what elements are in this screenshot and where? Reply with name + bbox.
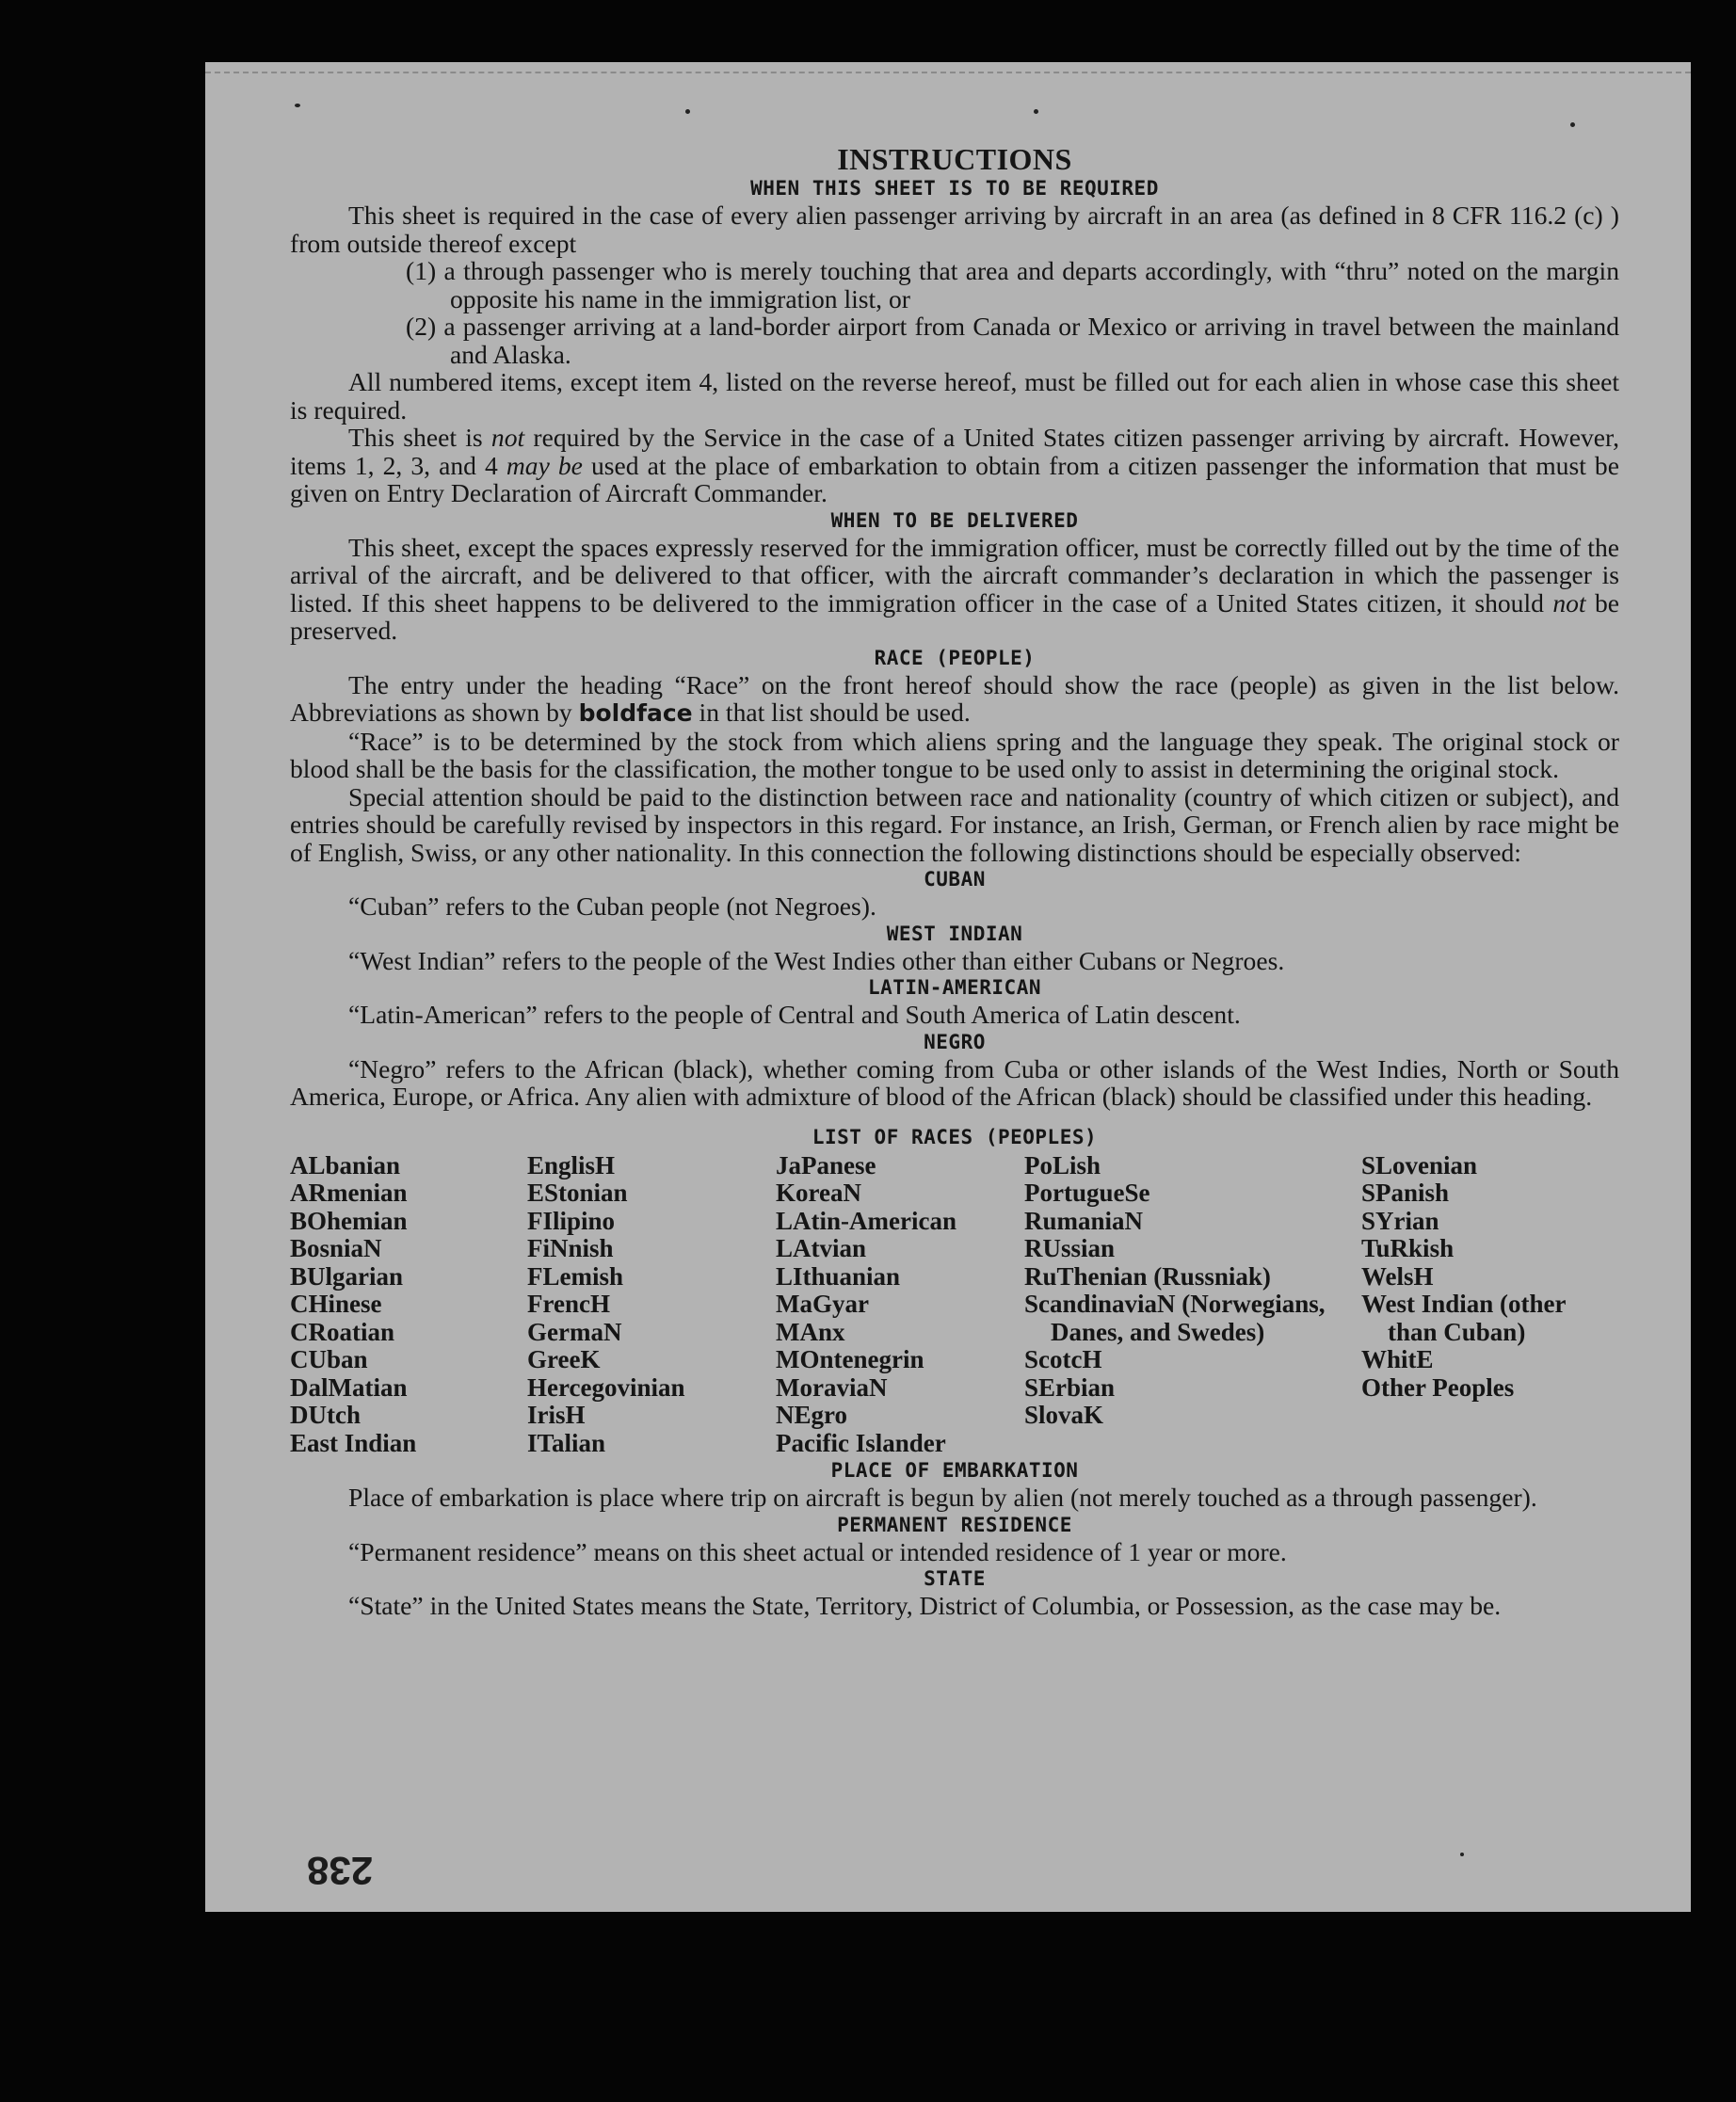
race-entry: LAtvian bbox=[776, 1234, 867, 1262]
page-number-stamp: 238 bbox=[307, 1849, 374, 1893]
section-heading-when-delivered: WHEN TO BE DELIVERED bbox=[830, 508, 1079, 532]
race-entry: ARmenian bbox=[290, 1179, 408, 1207]
races-column-1 bbox=[290, 1152, 527, 1458]
dust-speck bbox=[1570, 122, 1575, 127]
exception-item-2: (2) a passenger arriving at a land-border airport from Canada or Mexico or arriving in travel between the mainland and Alaska. bbox=[406, 312, 1619, 369]
race-entry: ITalian bbox=[527, 1428, 606, 1457]
dust-speck bbox=[1460, 1853, 1464, 1856]
citizen-note: This sheet is not required by the Service in the case of a United States citizen passenger arriving by aircraft. However, items 1, 2, 3, and 4 may be used at the place of embarkation to obtain from a citizen passenger the information that must be given on Entry Declaration of Aircraft Commander. bbox=[290, 423, 1619, 507]
race-entry: DalMatian bbox=[290, 1372, 408, 1402]
when-required-intro: This sheet is required in the case of every alien passenger arriving by aircraft in an area (as defined in 8 CFR 116.2 (c) ) from outside thereof except bbox=[290, 201, 1619, 258]
race-entry: GreeK bbox=[527, 1345, 601, 1373]
negro-definition: “Negro” refers to the African (black), whether coming from Cuba or other islands of the West Indies, North or South America, Europe, or Africa. Any alien with admixture of blood of the African (black) should be classified under this heading. bbox=[290, 1053, 1619, 1111]
instructions-content bbox=[290, 143, 1619, 1620]
race-entry: IrisH bbox=[527, 1401, 586, 1429]
race-entry: BosniaN bbox=[290, 1234, 382, 1262]
races-column-5 bbox=[1361, 1152, 1619, 1458]
heading-latin-american: LATIN-AMERICAN bbox=[867, 976, 1041, 999]
race-entry: MaGyar bbox=[776, 1290, 869, 1318]
race-entry: SPanish bbox=[1361, 1179, 1450, 1207]
heading-permanent-residence: PERMANENT RESIDENCE bbox=[837, 1513, 1072, 1536]
embarkation-definition: Place of embarkation is place where trip on aircraft is begun by alien (not merely touched as a through passenger). bbox=[348, 1483, 1537, 1512]
exception-item-1: (1) a through passenger who is merely touching that area and departs accordingly, with “thru” noted on the margin opposite his name in the immigration list, or bbox=[406, 256, 1619, 313]
when-delivered-text: This sheet, except the spaces expressly reserved for the immigration officer, must be correctly filled out by the time of the arrival of the aircraft, and be delivered to that officer, with the aircraft commander’s declaration in which the passenger is listed. If this sheet happens to be delivered to the immigration officer in the case of a United States citizen, it should not be preserved. bbox=[290, 532, 1619, 645]
race-entry: SErbian bbox=[1024, 1372, 1116, 1402]
race-entry: EStonian bbox=[527, 1179, 628, 1207]
heading-negro: NEGRO bbox=[924, 1030, 986, 1053]
race-entry: PoLish bbox=[1024, 1150, 1101, 1179]
race-entry: RuThenian (Russniak) bbox=[1024, 1261, 1271, 1291]
race-entry: LAtin-American bbox=[776, 1206, 956, 1235]
state-definition: “State” in the United States means the State, Territory, District of Columbia, or Possession, as the case may be. bbox=[348, 1591, 1502, 1620]
latin-american-definition: “Latin-American” refers to the people of Central and South America of Latin descent. bbox=[348, 1000, 1241, 1029]
race-entry: EnglisH bbox=[527, 1150, 616, 1179]
heading-west-indian: WEST INDIAN bbox=[886, 922, 1023, 945]
race-entry: SLovenian bbox=[1361, 1150, 1478, 1179]
cuban-definition: “Cuban” refers to the Cuban people (not Negroes). bbox=[348, 891, 876, 921]
section-heading-race: RACE (PEOPLE) bbox=[874, 646, 1036, 669]
race-entry: SlovaK bbox=[1024, 1401, 1104, 1429]
races-column-4 bbox=[1024, 1152, 1361, 1458]
race-entry: MOntenegrin bbox=[776, 1345, 924, 1373]
race-entry: RumaniaN bbox=[1024, 1206, 1144, 1235]
heading-list-of-races: LIST OF RACES (PEOPLES) bbox=[812, 1125, 1098, 1148]
dust-speck bbox=[1034, 109, 1038, 114]
races-column-2 bbox=[527, 1152, 776, 1458]
race-entry: KoreaN bbox=[776, 1179, 861, 1207]
dust-speck bbox=[685, 109, 690, 114]
heading-cuban: CUBAN bbox=[924, 868, 986, 891]
race-entry: SYrian bbox=[1361, 1206, 1439, 1235]
heading-place-of-embarkation: PLACE OF EMBARKATION bbox=[830, 1459, 1079, 1482]
document-sheet bbox=[205, 62, 1691, 1912]
race-entry: CRoatian bbox=[290, 1317, 395, 1346]
races-column-3 bbox=[776, 1152, 1024, 1458]
race-entry: Pacific Islander bbox=[776, 1428, 946, 1457]
race-entry: Hercegovinian bbox=[527, 1372, 685, 1402]
permanent-residence-definition: “Permanent residence” means on this sheet actual or intended residence of 1 year or more. bbox=[348, 1536, 1287, 1566]
race-entry: WelsH bbox=[1361, 1261, 1434, 1291]
race-entry: DUtch bbox=[290, 1401, 361, 1429]
race-entry: NEgro bbox=[776, 1401, 848, 1429]
race-entry: East Indian bbox=[290, 1428, 417, 1457]
west-indian-definition: “West Indian” refers to the people of the West Indies other than either Cubans or Negroes. bbox=[348, 945, 1285, 975]
items-note: All numbered items, except item 4, listed on the reverse hereof, must be filled out for each alien in whose case this sheet is required. bbox=[290, 367, 1619, 425]
race-entry: CHinese bbox=[290, 1290, 382, 1318]
section-heading-when-required: WHEN THIS SHEET IS TO BE REQUIRED bbox=[750, 177, 1159, 200]
sheet-top-edge bbox=[205, 72, 1691, 73]
race-entry: MAnx bbox=[776, 1317, 845, 1346]
race-entry: LIthuanian bbox=[776, 1261, 901, 1291]
race-entry: BUlgarian bbox=[290, 1261, 404, 1291]
race-paragraph-2: “Race” is to be determined by the stock from which aliens spring and the language they speak. The original stock or blood shall be the basis for the classification, the mother tongue to be used only to assist in determining the original stock. bbox=[290, 726, 1619, 783]
race-entry: WhitE bbox=[1361, 1345, 1434, 1373]
heading-state: STATE bbox=[924, 1567, 986, 1590]
race-entry: FrencH bbox=[527, 1290, 610, 1318]
race-entry: BOhemian bbox=[290, 1206, 408, 1235]
race-entry: FiNnish bbox=[527, 1234, 614, 1262]
races-list bbox=[290, 1152, 1619, 1458]
race-paragraph-3: Special attention should be paid to the distinction between race and nationality (country of which citizen or subject), and entries should be carefully revised by inspectors in this regard. For instance, an Irish, German, or French alien by race might be of English, Swiss, or any other nationality. In this connection the following distinctions should be especially observed: bbox=[290, 781, 1619, 867]
instructions-title: INSTRUCTIONS bbox=[837, 142, 1072, 176]
race-entry: GermaN bbox=[527, 1317, 622, 1346]
race-paragraph-1: The entry under the heading “Race” on the front hereof should show the race (people) as given in the list below. Abbreviations as shown by boldface in that list should be used. bbox=[290, 669, 1619, 727]
race-entry: CUban bbox=[290, 1345, 368, 1373]
race-entry: FLemish bbox=[527, 1261, 624, 1291]
race-entry: PortugueSe bbox=[1024, 1179, 1150, 1207]
race-entry: RUssian bbox=[1024, 1234, 1116, 1262]
dust-speck bbox=[295, 104, 300, 107]
race-entry: ScandinaviaN (Norwegians, Danes, and Swedes) bbox=[1024, 1290, 1326, 1346]
race-entry: West Indian (other than Cuban) bbox=[1361, 1290, 1567, 1346]
race-entry: ScotcH bbox=[1024, 1345, 1102, 1373]
race-entry: Other Peoples bbox=[1361, 1372, 1515, 1402]
race-entry: JaPanese bbox=[776, 1150, 876, 1179]
race-entry: TuRkish bbox=[1361, 1234, 1455, 1262]
race-entry: MoraviaN bbox=[776, 1372, 888, 1402]
spacer bbox=[290, 1111, 1619, 1124]
race-entry: FIlipino bbox=[527, 1206, 616, 1235]
race-entry: ALbanian bbox=[290, 1150, 401, 1179]
